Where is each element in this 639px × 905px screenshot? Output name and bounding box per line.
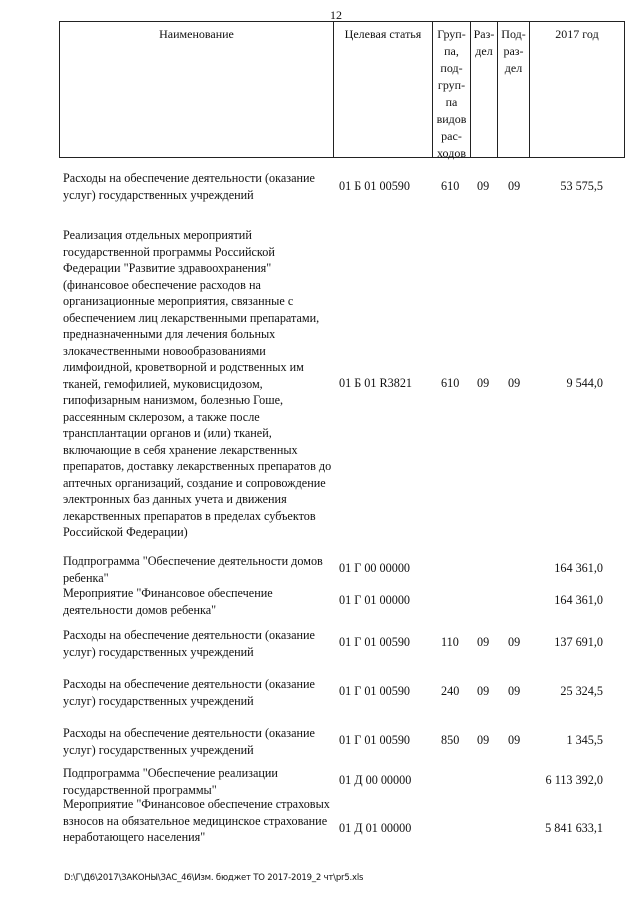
header-section: Раз- дел <box>471 22 498 157</box>
row-target: 01 Б 01 00590 <box>339 179 410 193</box>
table-row <box>63 765 623 799</box>
table-row <box>63 725 623 759</box>
row-section: 09 <box>477 376 490 390</box>
row-name: Мероприятие "Финансовое обеспечение страховых взносов на обязательное медицинское страхование неработающего населения" <box>63 797 330 844</box>
row-amount: 5 841 633,1 <box>545 821 603 835</box>
row-target: 01 Г 01 00590 <box>339 684 411 698</box>
row-target: 01 Д 00 00000 <box>339 773 412 787</box>
header-group: Груп- па, под- груп- па видов рас- ходов <box>433 22 471 157</box>
row-subsection: 09 <box>508 684 521 698</box>
row-section: 09 <box>477 635 490 649</box>
header-year: 2017 год <box>555 27 599 41</box>
row-subsection: 09 <box>508 376 521 390</box>
header-subsection: Под- раз- дел <box>498 22 530 157</box>
row-name: Реализация отдельных мероприятий государственной программы Российской Федерации "Развитие здравоохранения" (финансовое обеспечение расходов на организационные мероприятия, связанные с обеспечением лиц лекарственными препаратами, предназначенными для лечения больных злокачественными новообразованиями лимфоидной, кроветворной и родственных им тканей, гемофилией, муковисцидозом, гипофизарным нанизмом, болезнью Гоше, рассеянным склерозом, а также после трансплантации органов и (или) тканей, включающие в себя хранение лекарственных препаратов, доставку лекарственных препаратов до аптечных организаций, создание и сопровождение электронных баз данных учета и движения лекарственных препаратов в пределах субъектов Российской Федерации) <box>63 228 332 539</box>
row-name: Мероприятие "Финансовое обеспечение деятельности домов ребенка" <box>63 586 273 617</box>
row-section: 09 <box>477 733 490 747</box>
row-amount: 164 361,0 <box>554 561 603 575</box>
row-target: 01 Д 01 00000 <box>339 821 412 835</box>
row-amount: 1 345,5 <box>566 733 603 747</box>
row-target: 01 Г 01 00590 <box>339 733 411 747</box>
row-group: 110 <box>441 635 459 649</box>
row-amount: 164 361,0 <box>554 593 603 607</box>
table-header <box>59 21 625 158</box>
row-target: 01 Г 01 00000 <box>339 593 411 607</box>
table-row <box>63 170 623 210</box>
page-number: 12 <box>330 8 342 22</box>
row-amount: 6 113 392,0 <box>545 773 603 787</box>
row-amount: 9 544,0 <box>566 376 603 390</box>
table-row <box>63 227 623 537</box>
row-subsection: 09 <box>508 733 521 747</box>
row-name: Подпрограмма "Обеспечение деятельности домов ребенка" <box>63 554 323 585</box>
file-path-footer: D:\Г\Д6\2017\ЗАКОНЫ\ЗАС_46\Изм. бюджет ТО 2017-2019_2 чт\pr5.xls <box>64 873 364 883</box>
row-name: Расходы на обеспечение деятельности (оказание услуг) государственных учреждений <box>63 677 315 708</box>
row-amount: 25 324,5 <box>560 684 603 698</box>
header-target: Целевая статья <box>334 22 433 157</box>
table-row <box>63 585 623 619</box>
row-group: 610 <box>441 179 460 193</box>
header-name: Наименование <box>60 22 334 157</box>
table-row <box>63 553 623 587</box>
table-row <box>63 796 623 862</box>
row-subsection: 09 <box>508 635 521 649</box>
row-section: 09 <box>477 179 490 193</box>
row-group: 610 <box>441 376 460 390</box>
table-row <box>63 627 623 661</box>
row-target: 01 Б 01 R3821 <box>339 376 413 390</box>
row-group: 850 <box>441 733 460 747</box>
row-amount: 53 575,5 <box>560 179 603 193</box>
row-name: Расходы на обеспечение деятельности (оказание услуг) государственных учреждений <box>63 171 315 202</box>
row-target: 01 Г 01 00590 <box>339 635 411 649</box>
row-name: Подпрограмма "Обеспечение реализации государственной программы" <box>63 766 278 797</box>
row-group: 240 <box>441 684 460 698</box>
row-target: 01 Г 00 00000 <box>339 561 411 575</box>
row-section: 09 <box>477 684 490 698</box>
row-name: Расходы на обеспечение деятельности (оказание услуг) государственных учреждений <box>63 628 315 659</box>
table-row <box>63 676 623 710</box>
row-name: Расходы на обеспечение деятельности (оказание услуг) государственных учреждений <box>63 726 315 757</box>
row-subsection: 09 <box>508 179 521 193</box>
row-amount: 137 691,0 <box>554 635 603 649</box>
